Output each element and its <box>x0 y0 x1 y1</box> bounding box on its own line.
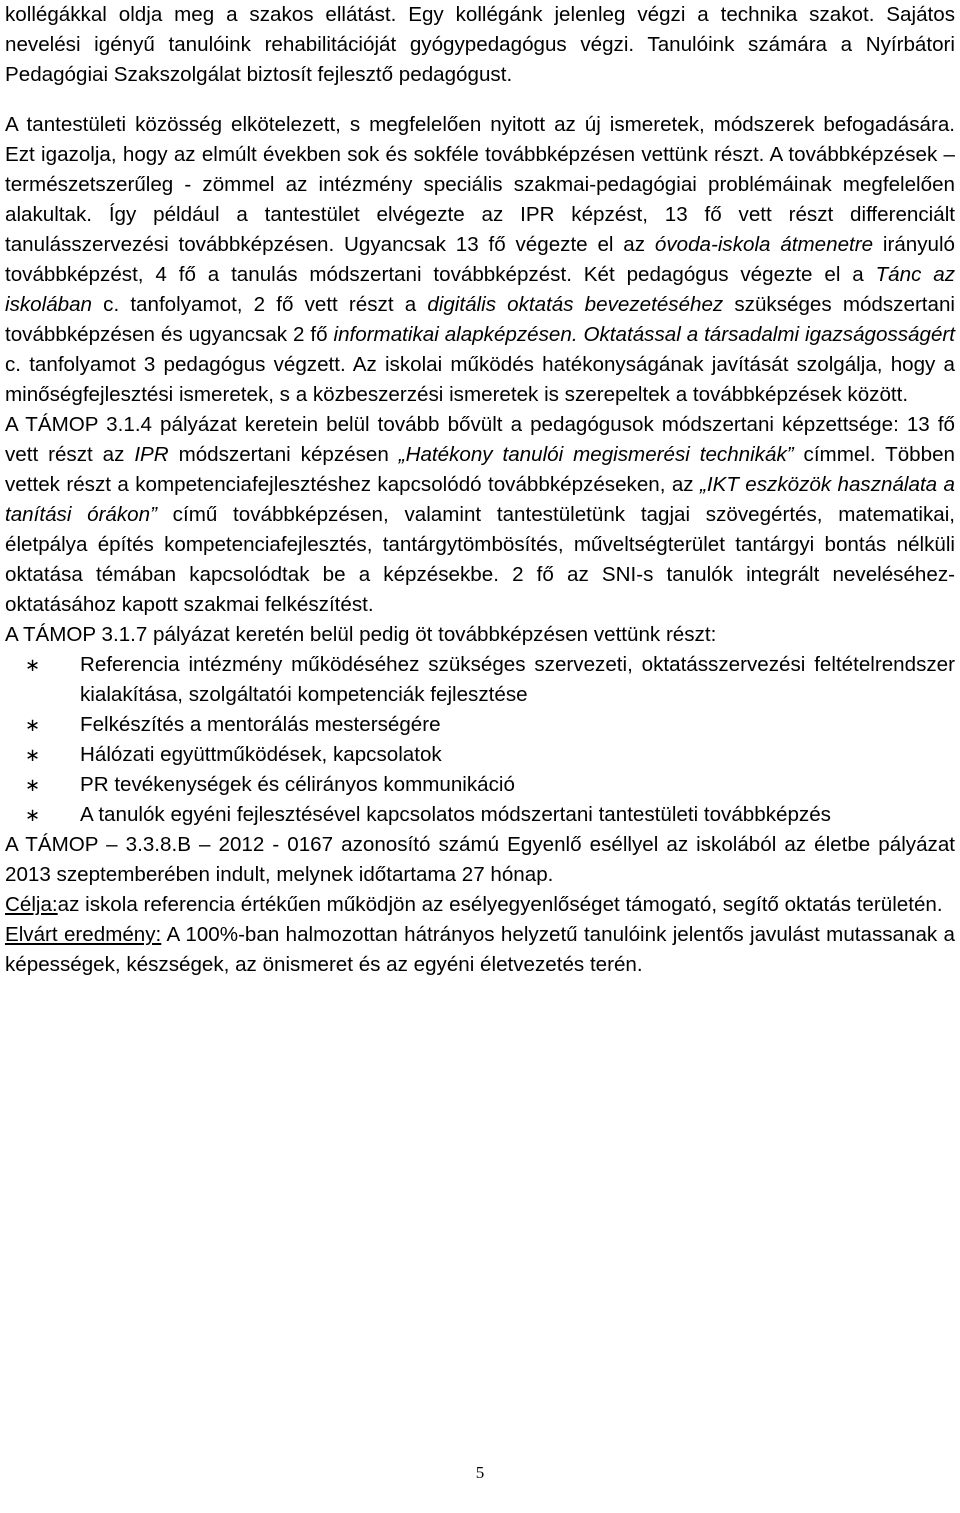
text-run: A 100%-ban halmozottan hátrányos helyzetű tanulóink jelentős javulást mutassanak a képességek, készségek, az önismeret és az egyéni életvezetés terén. <box>5 923 955 976</box>
text-run: c. tanfolyamot, 2 fő vett részt a <box>92 293 428 316</box>
list-item <box>5 770 955 800</box>
text-run: szükséges módszertani továbbképzésen és ugyancsak 2 fő <box>5 293 955 346</box>
paragraph-staff <box>5 0 955 90</box>
paragraph-tamop-317: A TÁMOP 3.1.7 pályázat keretén belül pedig öt továbbképzésen vettünk részt: <box>5 623 717 646</box>
list-item <box>5 800 955 830</box>
italic-run: digitális oktatás bevezetéséhez <box>427 293 724 316</box>
list-item <box>5 740 955 770</box>
paragraph-goal <box>5 890 955 920</box>
list-item-text: Referencia intézmény működéséhez szükséges szervezeti, oktatásszervezési feltételrendszer kialakítása, szolgáltatói kompetenciák fejlesztése <box>80 653 955 706</box>
text-run: c. tanfolyamot 3 pedagógus végzett. Az iskolai működés hatékonyságának javítását szolgálja, hogy a minőségfejlesztési ismeretek, s a közbeszerzési ismeretek is szerepeltek a továbbképzések között. <box>5 353 955 406</box>
list-item <box>5 710 955 740</box>
paragraph-expected-result <box>5 920 955 980</box>
asterisk-bullet-icon: ∗ <box>25 775 41 795</box>
italic-run: „IKT eszközök használata a tanítási órákon” <box>5 473 955 526</box>
training-list <box>5 650 955 830</box>
text-run: kollégákkal oldja meg a szakos ellátást. Egy kollégánk jelenleg végzi a technika szakot. Sajátos nevelési igényű tanulóink rehabilitációját gyógypedagógus végzi. Tanulóink számára a Nyírbátori Pedagógiai Szakszolgálat biztosít fejlesztő pedagógust. <box>5 3 955 86</box>
asterisk-bullet-icon: ∗ <box>25 805 41 825</box>
text-run: az iskola referencia értékűen működjön az esélyegyenlőséget támogató, segítő oktatás területén. <box>57 893 943 916</box>
text-run: A TÁMOP 3.1.4 pályázat keretein belül tovább bővült a pedagógusok módszertani képzettsége: 13 fő vett részt az <box>5 413 955 466</box>
list-item-text: PR tevékenységek és célirányos kommunikáció <box>80 773 515 796</box>
italic-run: informatikai alapképzésen. Oktatással a társadalmi igazságosságért <box>333 323 955 346</box>
text-run: című továbbképzésen, valamint tantestületünk tagjai szövegértés, matematikai, életpálya építés kompetenciafejlesztés, tantárgytömbösítés, műveltségterület tantárgyi bontás nélküli oktatása témában kapcsolódtak be a képzésekbe. 2 fő az SNI-s tanulók integrált neveléséhez-oktatásához kapott szakmai felkészítést. <box>5 503 955 616</box>
italic-run: IPR <box>134 443 169 466</box>
asterisk-bullet-icon: ∗ <box>25 745 41 765</box>
italic-run: „Hatékony tanulói megismerési technikák” <box>398 443 794 466</box>
italic-run: óvoda-iskola átmenetre <box>654 233 874 256</box>
paragraph-tamop-338b: A TÁMOP – 3.3.8.B – 2012 - 0167 azonosító számú Egyenlő eséllyel az iskolából az életbe pályázat 2013 szeptemberében indult, melynek időtartama 27 hónap. <box>5 833 955 886</box>
goal-label: Célja: <box>5 893 58 916</box>
paragraph-training <box>5 110 955 410</box>
document-page <box>5 0 955 980</box>
paragraph-tamop-314 <box>5 410 955 620</box>
page-number: 5 <box>475 1463 485 1482</box>
list-item-text: Hálózati együttműködések, kapcsolatok <box>80 743 442 766</box>
list-item-text: Felkészítés a mentorálás mesterségére <box>80 713 441 736</box>
italic-run: Tánc az iskolában <box>5 263 955 316</box>
text-run: címmel. Többen vettek részt a kompetenciafejlesztéshez kapcsolódó továbbképzéseken, az <box>5 443 955 496</box>
asterisk-bullet-icon: ∗ <box>25 655 41 675</box>
asterisk-bullet-icon: ∗ <box>25 715 41 735</box>
text-run: módszertani képzésen <box>168 443 399 466</box>
text-run: A tantestületi közösség elkötelezett, s megfelelően nyitott az új ismeretek, módszerek befogadására. Ezt igazolja, hogy az elmúlt években sok és sokféle továbbképzésen vettünk részt. A továbbképzések –természetszerűleg - zömmel az intézmény speciális szakmai-pedagógiai problémáinak megfelelően alakultak. Így például a tantestület elvégezte az IPR képzést, 13 fő vett részt differenciált tanulásszervezési továbbképzésen. Ugyancsak 13 fő végezte el az <box>5 113 955 256</box>
text-run: irányuló továbbképzést, 4 fő a tanulás módszertani továbbképzést. Két pedagógus végezte el a <box>5 233 956 286</box>
expected-result-label: Elvárt eredmény: <box>5 923 162 946</box>
list-item <box>5 650 955 710</box>
list-item-text: A tanulók egyéni fejlesztésével kapcsolatos módszertani tantestületi továbbképzés <box>80 803 831 826</box>
